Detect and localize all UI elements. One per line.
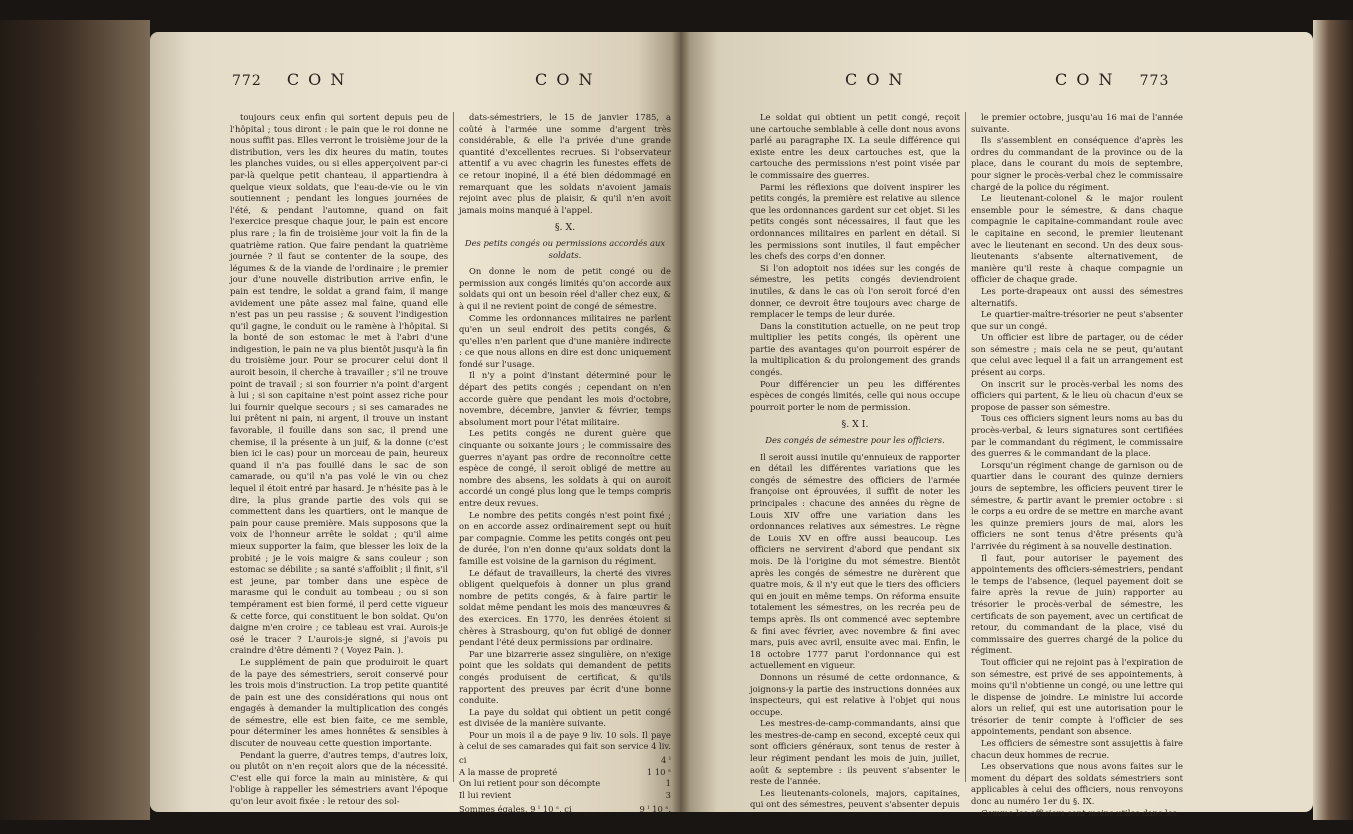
paragraph: Pour différencier un peu les différentes espèces de congés limités, celle qui nous occupe pourroit porter le nom de permission. xyxy=(750,378,960,412)
paragraph: Les mestres-de-camp-commandants, ainsi que les mestres-de-camp en second, excepté ceux qui sont officiers généraux, sont tenus de rester à leur régiment pendant les mois de juin, juillet, août & septembre : ils peuvent s'absenter le reste de l'année. xyxy=(750,718,960,787)
ledger-row: Il lui revient 3 xyxy=(459,789,671,800)
left-page-header xyxy=(232,70,346,89)
book-gutter xyxy=(672,32,690,812)
paragraph: Le supplément de pain que produiroit le quart de la paye des sémestriers, seroit conservé pour les trois mois d'instruction. La trop petite quantité de pain est une des considérations qui nous ont engagés à demander la multiplication des congés de sémestre, elle est bien faite, ce me semble, pour déterminer les ames honnêtes & sensibles à discuter de nouveau cette question importante. xyxy=(230,656,448,749)
paragraph: Donnons un résumé de cette ordonnance, & joignons-y la partie des instructions données aux inspecteurs, qui est relative à l'objet qui nous occupe. xyxy=(750,671,960,717)
book-cover-left xyxy=(0,20,150,820)
section-title: Des congés de sémestre pour les officiers. xyxy=(765,435,945,446)
paragraph: toujours ceux enfin qui sortent depuis peu de l'hôpital ; tous diront : le pain que le roi donne ne nous suffit pas. Elles verront le troisième jour de la distribution, vers les dix heures du matin, toutes les planches vuides, ou si elles apperçoivent par-ci par-là quelque petit chanteau, il appartiendra à quelque vieux soldats, que l'eau-de-vie ou le vin soutiennent ; pendant les longues journées de l'été, & pendant l'automne, quand on fait l'exercice presque chaque jour, le pain est encore plus rare ; la fin de troisième jour voit la fin de la quatrième ration. Que faire pendant la quatrième journée ? il faut se contenter de la soupe, des légumes & de la viande de l'ordinaire ; le premier jour d'une nouvelle distribution arrive enfin, le pain est tendre, le soldat a grand faim, il mange avidement une pâte assez mal faine, quand elle n'est pas un peu rassise ; & souvent l'indigestion qu'il gagne, le conduit ou le ramène à l'hôpital. Si la bonté de son estomac le met à l'abri d'une indigestion, le pain ne va plus bientôt jusqu'à la fin du troisième jour. Pour se procurer celui dont il auroit besoin, il cherche à travailler ; s'il ne trouve point de travail ; si son fourrier n'a point d'argent à lui ; si son capitaine n'est point assez riche pour lui fournir quelque secours ; si ses camarades ne lui prêtent ni pain, ni argent, il trouve un instant favorable, il fouille dans son sac, il prend une chemise, il la présente à un juif, & la donne (c'est bien ici le cas) pour un morceau de pain, heureux quand il n'a pas fouillé dans le sac de son camarade, ou qu'il n'a pas volé le vin ou chez lequel il étoit entré par hasard. Je n'hésite pas à le dire, la plus grande partie des vols qui se commettent dans les quartiers, ont le manque de pain pour cause première. Mais supposons que la voix de l'honneur arrête le soldat ; qu'il aime mieux supporter la faim, que blesser les loix de la probité ; je le vois maigre & sans couleur ; son estomac se débilite ; sa santé s'affoiblit ; il finit, s'il est jeune, par tomber dans une espèce de marasme qui le conduit au tombeau ; ou si son tempérament est bien formé, il perd cette vigueur & cette force, qui constituent le bon soldat. Qu'on daigne m'en croire ; ce tableau est vrai. Aurois-je osé le tracer ? L'aurois-je signé, si j'avois pu craindre d'être démenti ? ( Voyez Pain. ). xyxy=(230,112,448,656)
paragraph: Si l'on adoptoit nos idées sur les congés de sémestre, les petits congés deviendroient inutiles, & dans le cas où l'on seroit forcé d'en donner, ce devroit être toujours avec charge de remplacer le temps de leur durée. xyxy=(750,262,960,320)
paragraph: Il n'y a point d'instant déterminé pour le départ des petits congés ; cependant on n'en accorde guère que pendant les mois d'octobre, novembre, décembre, janvier & février, temps absolument mort pour l'état militaire. xyxy=(459,370,671,427)
paragraph: On inscrit sur le procès-verbal les noms des officiers qui partent, & le lieu où chacun d'eux se propose de passer son sémestre. xyxy=(971,378,1183,412)
paragraph: Les porte-drapeaux ont aussi des sémestres alternatifs. xyxy=(971,285,1183,308)
paragraph: Le nombre des petits congés n'est point fixé ; on en accorde assez ordinairement sept ou huit par compagnie. Comme les petits congés ont peu de durée, l'on n'en donne qu'aux soldats dont la famille est voisine de la garnison du régiment. xyxy=(459,509,671,566)
right-column-2 xyxy=(971,112,1183,818)
paragraph: Parmi les réflexions que doivent inspirer les petits congés, la première est relative au silence que les ordonnances gardent sur cet objet. Si les petits congés sont nécessaires, il faut que les ordonnances militaires en parlent en détail. Si les permissions sont inutiles, il faut empêcher les chefs des corps d'en donner. xyxy=(750,181,960,262)
left-page-number: 772 xyxy=(232,73,262,89)
paragraph: Le soldat qui obtient un petit congé, reçoit une cartouche semblable à celle dont nous avons parlé au paragraphe IX. La seule différence qui existe entre les deux cartouches est, que la cartouche des permissions n'est point visée par le commissaire des guerres. xyxy=(750,112,960,180)
column-rule xyxy=(965,112,966,782)
book-cover-right xyxy=(1313,20,1353,820)
paragraph: Les observations que nous avons faites sur le moment du départ des soldats sémestriers sont applicables à celui des officiers, nous renvoyons donc au numéro 1er du §. IX. xyxy=(971,761,1183,807)
paragraph: Le lieutenant-colonel & le major roulent ensemble pour le sémestre, & dans chaque compagnie le capitaine-commandant roule avec le capitaine en second, le premier lieutenant avec le lieutenant en second. Un des deux sous-lieutenants s'absente alternativement, de manière qu'il reste à chaque compagnie un officier de chaque grade. xyxy=(971,193,1183,285)
paragraph: Les lieutenants-colonels, majors, capitaines, qui ont des sémestres, peuvent s'absenter depuis xyxy=(750,787,960,810)
paragraph: Tous ces officiers signent leurs noms au bas du procès-verbal, & leurs signatures sont certifiées par le commandant du régiment, le commissaire des guerres & le commandant de la place. xyxy=(971,413,1183,459)
paragraph: Il seroit aussi inutile qu'ennuieux de rapporter en détail les différentes variations que les congés de sémestre des officiers de l'armée françoise ont éprouvées, il suffit de noter les principales : chacune des années du règne de Louis XIV offre une variation dans les ordonnances relatives aux sémestres. Le règne de Louis XV en offre aussi beaucoup. Les officiers ne servirent d'abord que pendant six mois. De là l'origine du mot sémestre. Bientôt après les congés de sémestre ne durèrent que quatre mois, & il n'y eut que le tiers des officiers qui en jouit en même temps. On réforma ensuite totalement les sémestres, on les recréa peu de temps après. Ils ont commencé avec septembre & fini avec février, avec novembre & fini avec mars, puis avec avril, ensuite avec mai. Enfin, le 18 octobre 1777 parut l'ordonnance qui est actuellement en vigueur. xyxy=(750,451,960,671)
section-heading: §. X. xyxy=(554,222,576,234)
ledger-total: Sommes égales, 9 ˡ 10 ˢ, ci 9 ˡ 10 ˢ. xyxy=(459,804,671,815)
paragraph: Pour un mois il a de paye 9 liv. 10 sols. Il paye à celui de ses camarades qui fait son service 4 liv. xyxy=(459,729,671,752)
paragraph: Les petits congés ne durent guère que cinquante ou soixante jours ; le commissaire des guerres n'ayant pas ordre de reconnoître cette espèce de congé, il seroit obligé de mettre au nombre des absens, les soldats à qui on auroit accordé un congé plus long que le temps compris entre deux revues. xyxy=(459,428,671,508)
left-column-1 xyxy=(230,112,448,807)
right-page-header xyxy=(1055,70,1169,89)
ledger-row: A la masse de propreté 1 10 ˢ xyxy=(459,766,671,777)
paragraph: Comme les officiers sont moins utiles dans les xyxy=(981,807,1177,818)
paragraph: Pendant la guerre, d'autres temps, d'autres loix, ou plutôt on n'en reçoit alors que de la nécessité. C'est elle qui force la main au ministère, & qui l'oblige à rappeller les sémestriers avant l'époque qu'on leur avoit fixée : le retour des sol- xyxy=(230,749,448,807)
paragraph: Le quartier-maître-trésorier ne peut s'absenter que sur un congé. xyxy=(971,309,1183,331)
paragraph: Comme les ordonnances militaires ne parlent qu'en un seul endroit des petits congés, & qu'elles n'en parlent que d'une manière indirecte : ce que nous allons en dire est donc uniquement fondé sur l'usage. xyxy=(459,312,671,369)
paragraph: Ils s'assemblent en conséquence d'après les ordres du commandant de la province ou de la place, dans le courant du mois de septembre, pour signer le procès-verbal chez le commissaire chargé de la police du régiment. xyxy=(971,135,1183,192)
paragraph: La paye du soldat qui obtient un petit congé est divisée de la manière suivante. xyxy=(459,706,671,729)
paragraph: Tout officier qui ne rejoint pas à l'expiration de son sémestre, est privé de ses appointements, à moins qu'il n'obtienne un congé, ou une lettre qui le dispense de joindre. Le ministre lui accorde alors un relief, qui est une autorisation pour le trésorier de tenir compte à l'officier de ses appointements, pendant son absence. xyxy=(971,656,1183,737)
ledger-row: ci 4 ˡ xyxy=(459,755,671,766)
right-header-word: C O N xyxy=(845,70,905,89)
column-rule xyxy=(453,112,454,782)
paragraph: dats-sémestriers, le 15 de janvier 1785, a coûté à l'armée une somme d'argent très considérable, & elle l'a privée d'une grande quantité d'excellentes recrues. Si l'observateur attentif a vu avec chagrin les funestes effets de ce retour inopiné, il a été bien dédommagé en remarquant que les soldats n'avoient jamais rejoint avec plus de plaisir, & qu'il n'en avoit jamais moins manqué à l'appel. xyxy=(459,112,671,215)
left-header-word: C O N xyxy=(286,70,347,89)
section-title: Des petits congés ou permissions accordés aux soldats. xyxy=(464,237,666,260)
section-heading: §. X I. xyxy=(841,419,869,431)
paragraph: Lorsqu'un régiment change de garnison ou de quartier dans le courant des quinze derniers jours de septembre, les officiers peuvent tirer le sémestre, & partir avant le premier octobre : si le corps a eu ordre de se mettre en marche avant les quinze premiers jours de mai, alors les officiers ne sont tenus d'être présents qu'à l'arrivée du régiment à sa nouvelle destination. xyxy=(971,459,1183,551)
left-header-word-col2: C O N xyxy=(535,70,595,89)
right-column-1 xyxy=(750,112,960,810)
right-header-word-col2: C O N xyxy=(1055,70,1115,89)
paragraph: Par une bizarrerie assez singulière, on n'exige point que les soldats qui demandent de petits congés produisent de certificat, & qu'ils rapportent des preuves par écrit d'une bonne conduite. xyxy=(459,648,671,706)
right-page xyxy=(680,32,1313,818)
paragraph: Un officier est libre de partager, ou de céder son sémestre ; mais cela ne se peut, qu'autant que celui avec lequel il a fait un arrangement est présent au corps. xyxy=(971,332,1183,378)
ledger-row: On lui retient pour son décompte 1 xyxy=(459,778,671,789)
pay-ledger xyxy=(459,755,671,816)
left-page xyxy=(150,32,680,815)
paragraph: Dans la constitution actuelle, on ne peut trop multiplier les petits congés, ils opèrent une partie des avantages qu'on pourroit espérer de la multiplication & du prolongement des grands congés. xyxy=(750,320,960,378)
paragraph: le premier octobre, jusqu'au 16 mai de l'année suivante. xyxy=(971,112,1183,134)
left-column-2 xyxy=(459,112,671,815)
paragraph: Il faut, pour autoriser le payement des appointements des officiers-sémestriers, pendant le temps de l'absence, (lequel payement doit se faire après la revue de juin) rapporter au trésorier le procès-verbal de sémestre, les certificats de son payement, avec un certificat de retour, du commandant de la place, visé du commissaire des guerres chargé de la police du régiment. xyxy=(971,552,1183,656)
right-page-number: 773 xyxy=(1139,73,1170,89)
paragraph: On donne le nom de petit congé ou de permission aux congés limités qu'on accorde aux soldats qui ont un besoin réel d'aller chez eux, & à qui il ne revient point de congé de sémestre. xyxy=(459,266,671,311)
paragraph: Le défaut de travailleurs, la cherté des vivres obligent quelquefois à donner un plus grand nombre de petits congés, & à faire partir le soldat même pendant les mois des manœuvres & des exercices. En 1770, les denrées étoient si chères à Strasbourg, qu'on fut obligé de donner pendant l'été deux permissions par ordinaire. xyxy=(459,567,671,648)
paragraph: Les officiers de sémestre sont assujettis à faire chacun deux hommes de recrue. xyxy=(971,738,1183,760)
